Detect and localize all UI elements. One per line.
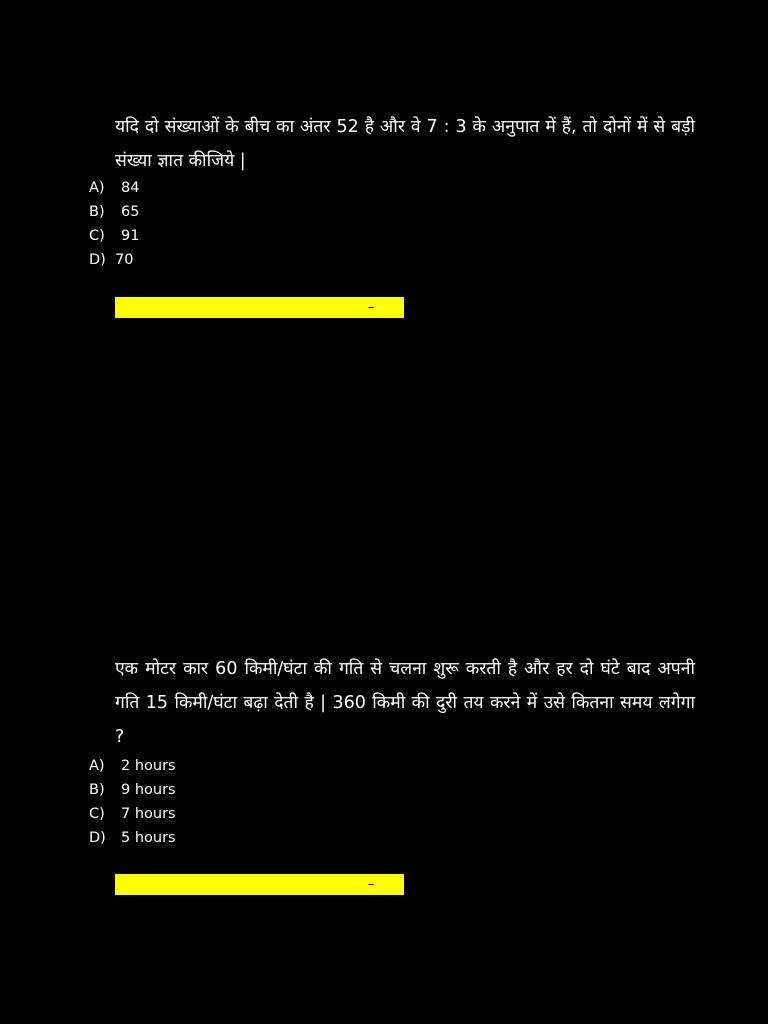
- answer-dash: –: [368, 300, 375, 315]
- option-value: 2 hours: [121, 758, 176, 774]
- option-a[interactable]: [89, 176, 139, 200]
- option-value: 5 hours: [121, 830, 176, 846]
- option-b[interactable]: [89, 200, 139, 224]
- option-value: 70: [115, 252, 134, 268]
- option-a[interactable]: [89, 754, 176, 778]
- option-letter: A): [89, 180, 105, 196]
- option-d[interactable]: [89, 248, 139, 272]
- answer-reveal-bar[interactable]: [115, 874, 404, 895]
- answer-dash: –: [368, 877, 375, 892]
- option-value: 7 hours: [121, 806, 176, 822]
- option-letter: D): [89, 830, 106, 846]
- option-c[interactable]: [89, 224, 139, 248]
- option-letter: A): [89, 758, 105, 774]
- option-letter: C): [89, 806, 105, 822]
- option-letter: B): [89, 204, 105, 220]
- option-d[interactable]: [89, 826, 176, 850]
- option-b[interactable]: [89, 778, 176, 802]
- option-value: 91: [121, 228, 140, 244]
- option-letter: C): [89, 228, 105, 244]
- options-list: [89, 176, 139, 272]
- options-list: [89, 754, 176, 850]
- option-value: 9 hours: [121, 782, 176, 798]
- answer-reveal-bar[interactable]: [115, 297, 404, 318]
- option-letter: D): [89, 252, 106, 268]
- option-c[interactable]: [89, 802, 176, 826]
- question-text: एक मोटर कार 60 किमी/घंटा की गति से चलना शुरू करती है और हर दो घंटे बाद अपनी गति 15 किमी/घंटा बढ़ा देती है | 360 किमी की दुरी तय करने में उसे कितना समय लगेगा ?: [115, 659, 695, 747]
- option-value: 65: [121, 204, 140, 220]
- option-letter: B): [89, 782, 105, 798]
- question-text: यदि दो संख्याओं के बीच का अंतर 52 है और वे 7 : 3 के अनुपात में हैं, तो दोनों में से बड़ी संख्या ज्ञात कीजिये |: [115, 117, 695, 171]
- option-value: 84: [121, 180, 140, 196]
